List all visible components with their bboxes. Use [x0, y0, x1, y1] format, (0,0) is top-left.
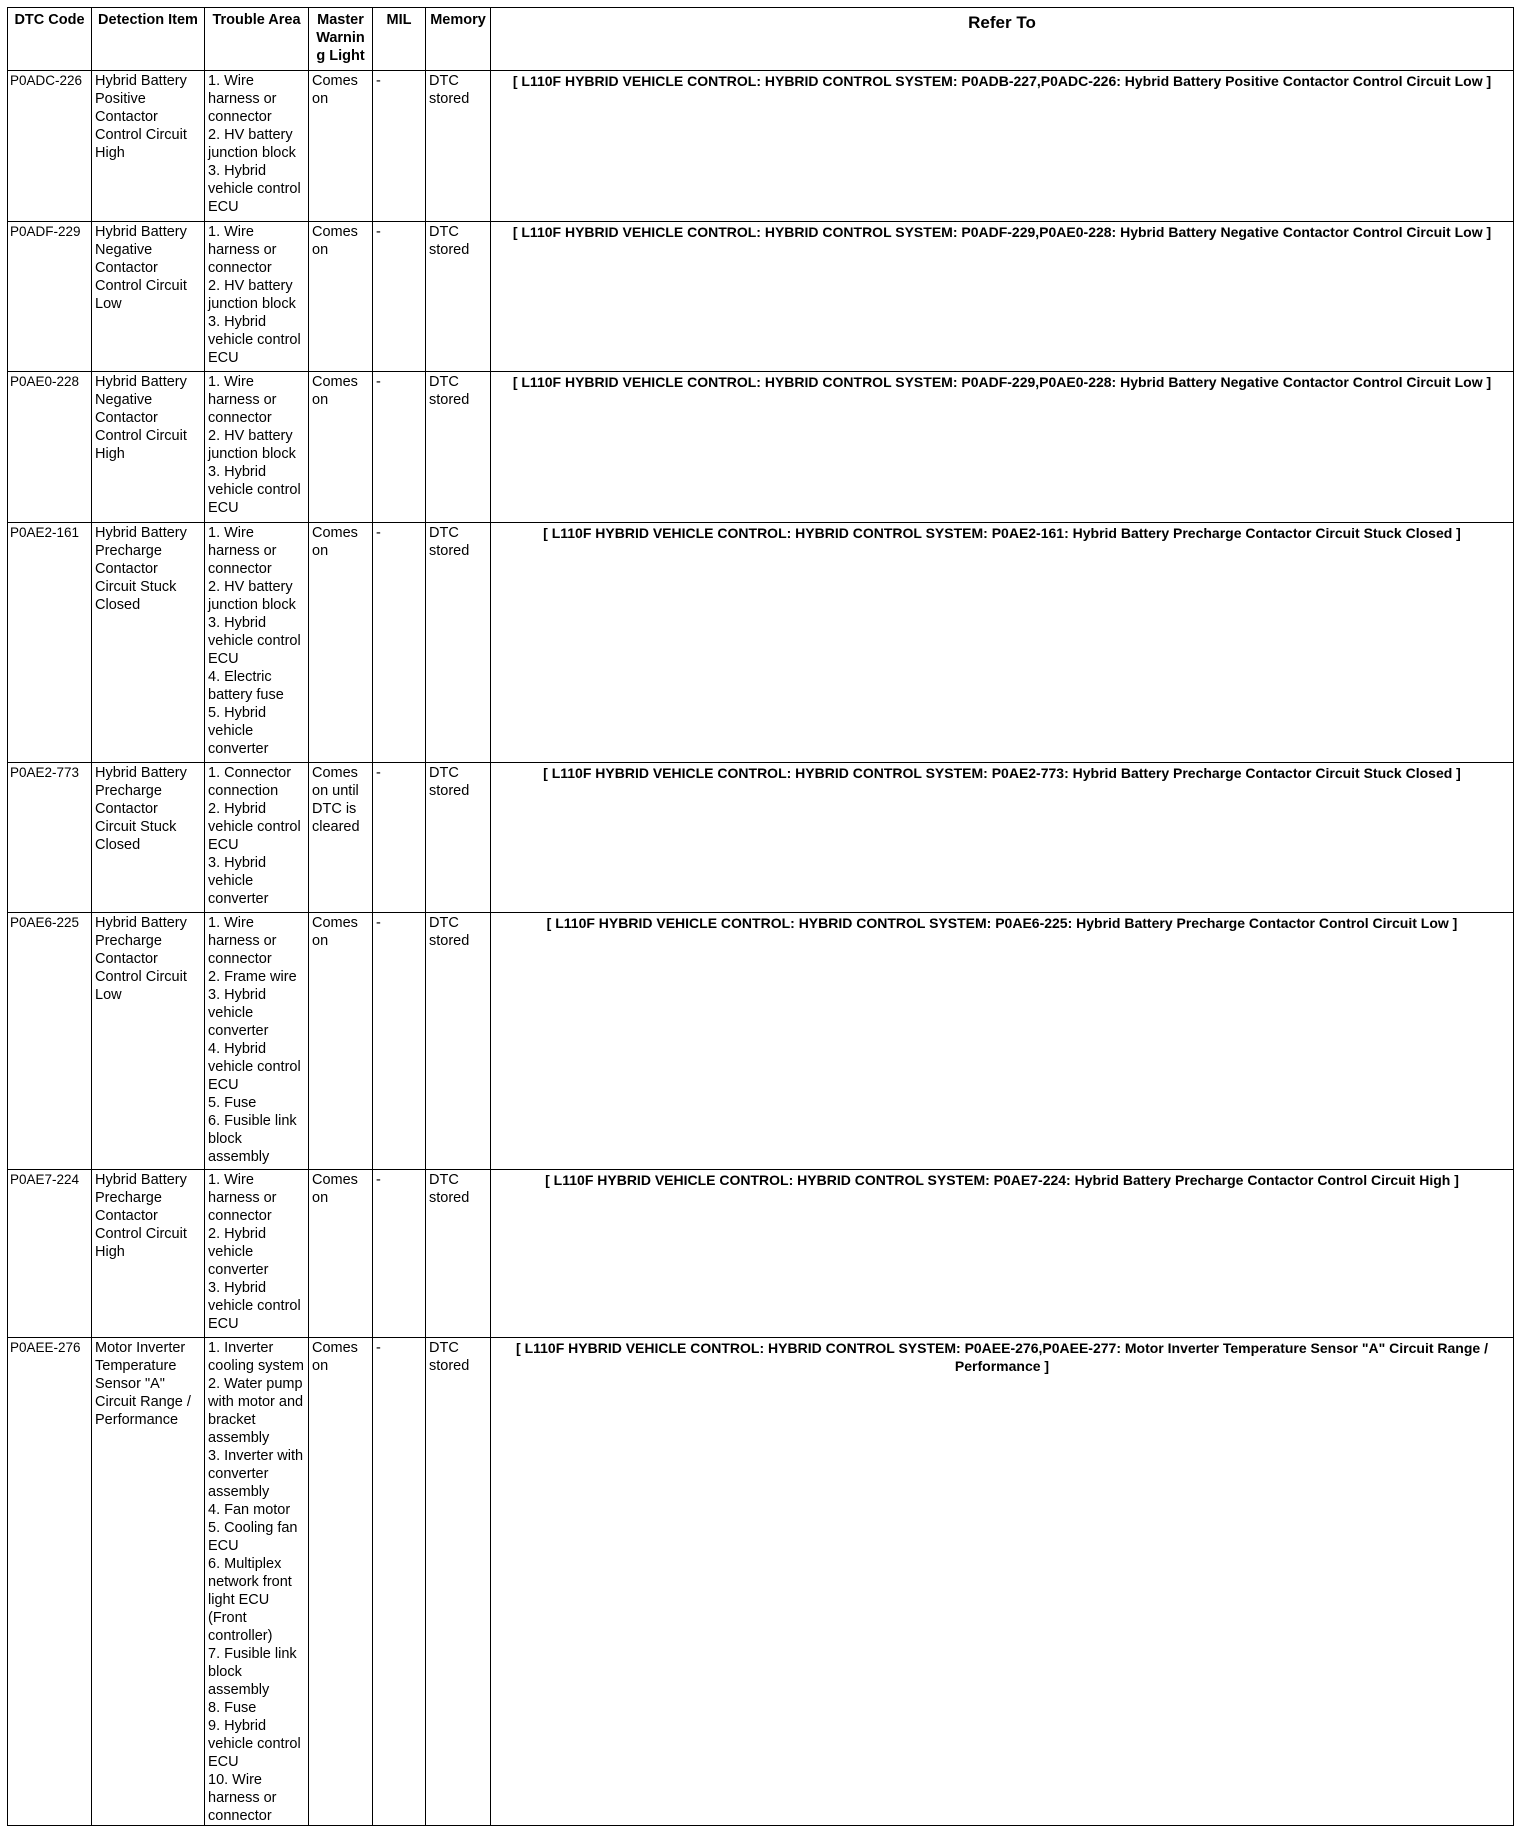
- refer-to-link[interactable]: [ L110F HYBRID VEHICLE CONTROL: HYBRID CONTROL SYSTEM: P0AE2-161: Hybrid Battery Precharge Contactor Circuit Stuck Closed ]: [491, 523, 1514, 763]
- detection-item-cell: Hybrid Battery Positive Contactor Control Circuit High: [92, 71, 205, 222]
- header-refer-to: Refer To: [491, 8, 1514, 71]
- mil-cell: -: [373, 71, 426, 222]
- detection-item-cell: Hybrid Battery Precharge Contactor Control Circuit Low: [92, 913, 205, 1170]
- refer-to-link[interactable]: [ L110F HYBRID VEHICLE CONTROL: HYBRID CONTROL SYSTEM: P0AEE-276,P0AEE-277: Motor Inverter Temperature Sensor "A" Circuit Range / Performance ]: [491, 1338, 1514, 1826]
- memory-cell: DTC stored: [426, 1338, 491, 1826]
- master-warning-light-cell: Comes on: [309, 71, 373, 222]
- trouble-area-cell: 1. Wire harness or connector 2. Hybrid vehicle converter 3. Hybrid vehicle control ECU: [205, 1170, 309, 1338]
- table-row: [8, 523, 1514, 763]
- dtc-code-cell: P0ADC-226: [8, 71, 92, 222]
- table-row: [8, 763, 1514, 913]
- table-row: [8, 372, 1514, 523]
- master-warning-light-cell: Comes on: [309, 523, 373, 763]
- memory-cell: DTC stored: [426, 763, 491, 913]
- trouble-area-cell: 1. Wire harness or connector 2. HV battery junction block 3. Hybrid vehicle control ECU: [205, 71, 309, 222]
- trouble-area-cell: 1. Connector connection 2. Hybrid vehicle control ECU 3. Hybrid vehicle converter: [205, 763, 309, 913]
- detection-item-cell: Hybrid Battery Precharge Contactor Circuit Stuck Closed: [92, 523, 205, 763]
- detection-item-cell: Motor Inverter Temperature Sensor "A" Circuit Range / Performance: [92, 1338, 205, 1826]
- detection-item-cell: Hybrid Battery Negative Contactor Control Circuit Low: [92, 222, 205, 372]
- trouble-area-cell: 1. Wire harness or connector 2. HV battery junction block 3. Hybrid vehicle control ECU 4. Electric battery fuse 5. Hybrid vehicle converter: [205, 523, 309, 763]
- refer-to-link[interactable]: [ L110F HYBRID VEHICLE CONTROL: HYBRID CONTROL SYSTEM: P0AE7-224: Hybrid Battery Precharge Contactor Control Circuit High ]: [491, 1170, 1514, 1338]
- table-header-row: [8, 8, 1514, 71]
- mil-cell: -: [373, 222, 426, 372]
- trouble-area-cell: 1. Wire harness or connector 2. HV battery junction block 3. Hybrid vehicle control ECU: [205, 222, 309, 372]
- memory-cell: DTC stored: [426, 372, 491, 523]
- mil-cell: -: [373, 1170, 426, 1338]
- dtc-code-cell: P0AE0-228: [8, 372, 92, 523]
- detection-item-cell: Hybrid Battery Precharge Contactor Circuit Stuck Closed: [92, 763, 205, 913]
- master-warning-light-cell: Comes on: [309, 913, 373, 1170]
- master-warning-light-cell: Comes on: [309, 1338, 373, 1826]
- table-row: [8, 1170, 1514, 1338]
- mil-cell: -: [373, 1338, 426, 1826]
- mil-cell: -: [373, 372, 426, 523]
- dtc-table: [7, 7, 1514, 1826]
- dtc-code-cell: P0AEE-276: [8, 1338, 92, 1826]
- refer-to-link[interactable]: [ L110F HYBRID VEHICLE CONTROL: HYBRID CONTROL SYSTEM: P0ADB-227,P0ADC-226: Hybrid Battery Positive Contactor Control Circuit Low ]: [491, 71, 1514, 222]
- refer-to-link[interactable]: [ L110F HYBRID VEHICLE CONTROL: HYBRID CONTROL SYSTEM: P0ADF-229,P0AE0-228: Hybrid Battery Negative Contactor Control Circuit Low ]: [491, 372, 1514, 523]
- dtc-code-cell: P0AE2-161: [8, 523, 92, 763]
- dtc-code-cell: P0AE6-225: [8, 913, 92, 1170]
- memory-cell: DTC stored: [426, 1170, 491, 1338]
- memory-cell: DTC stored: [426, 222, 491, 372]
- mil-cell: -: [373, 913, 426, 1170]
- dtc-code-cell: P0ADF-229: [8, 222, 92, 372]
- refer-to-link[interactable]: [ L110F HYBRID VEHICLE CONTROL: HYBRID CONTROL SYSTEM: P0AE6-225: Hybrid Battery Precharge Contactor Control Circuit Low ]: [491, 913, 1514, 1170]
- memory-cell: DTC stored: [426, 71, 491, 222]
- detection-item-cell: Hybrid Battery Precharge Contactor Control Circuit High: [92, 1170, 205, 1338]
- header-master-warning-light: Master Warning Light: [309, 8, 373, 71]
- trouble-area-cell: 1. Wire harness or connector 2. Frame wire 3. Hybrid vehicle converter 4. Hybrid vehicle control ECU 5. Fuse 6. Fusible link block assembly: [205, 913, 309, 1170]
- trouble-area-cell: 1. Wire harness or connector 2. HV battery junction block 3. Hybrid vehicle control ECU: [205, 372, 309, 523]
- refer-to-link[interactable]: [ L110F HYBRID VEHICLE CONTROL: HYBRID CONTROL SYSTEM: P0ADF-229,P0AE0-228: Hybrid Battery Negative Contactor Control Circuit Low ]: [491, 222, 1514, 372]
- master-warning-light-cell: Comes on: [309, 372, 373, 523]
- header-memory: Memory: [426, 8, 491, 71]
- master-warning-light-cell: Comes on: [309, 222, 373, 372]
- mil-cell: -: [373, 763, 426, 913]
- table-row: [8, 1338, 1514, 1826]
- master-warning-light-cell: Comes on until DTC is cleared: [309, 763, 373, 913]
- header-trouble-area: Trouble Area: [205, 8, 309, 71]
- header-detection-item: Detection Item: [92, 8, 205, 71]
- mil-cell: -: [373, 523, 426, 763]
- trouble-area-cell: 1. Inverter cooling system 2. Water pump with motor and bracket assembly 3. Inverter with converter assembly 4. Fan motor 5. Cooling fan ECU 6. Multiplex network front light ECU (Front controller) 7. Fusible link block assembly 8. Fuse 9. Hybrid vehicle control ECU 10. Wire harness or connector: [205, 1338, 309, 1826]
- dtc-code-cell: P0AE2-773: [8, 763, 92, 913]
- memory-cell: DTC stored: [426, 913, 491, 1170]
- header-mil: MIL: [373, 8, 426, 71]
- table-row: [8, 913, 1514, 1170]
- header-dtc-code: DTC Code: [8, 8, 92, 71]
- table-row: [8, 71, 1514, 222]
- master-warning-light-cell: Comes on: [309, 1170, 373, 1338]
- dtc-code-cell: P0AE7-224: [8, 1170, 92, 1338]
- refer-to-link[interactable]: [ L110F HYBRID VEHICLE CONTROL: HYBRID CONTROL SYSTEM: P0AE2-773: Hybrid Battery Precharge Contactor Circuit Stuck Closed ]: [491, 763, 1514, 913]
- memory-cell: DTC stored: [426, 523, 491, 763]
- detection-item-cell: Hybrid Battery Negative Contactor Control Circuit High: [92, 372, 205, 523]
- table-row: [8, 222, 1514, 372]
